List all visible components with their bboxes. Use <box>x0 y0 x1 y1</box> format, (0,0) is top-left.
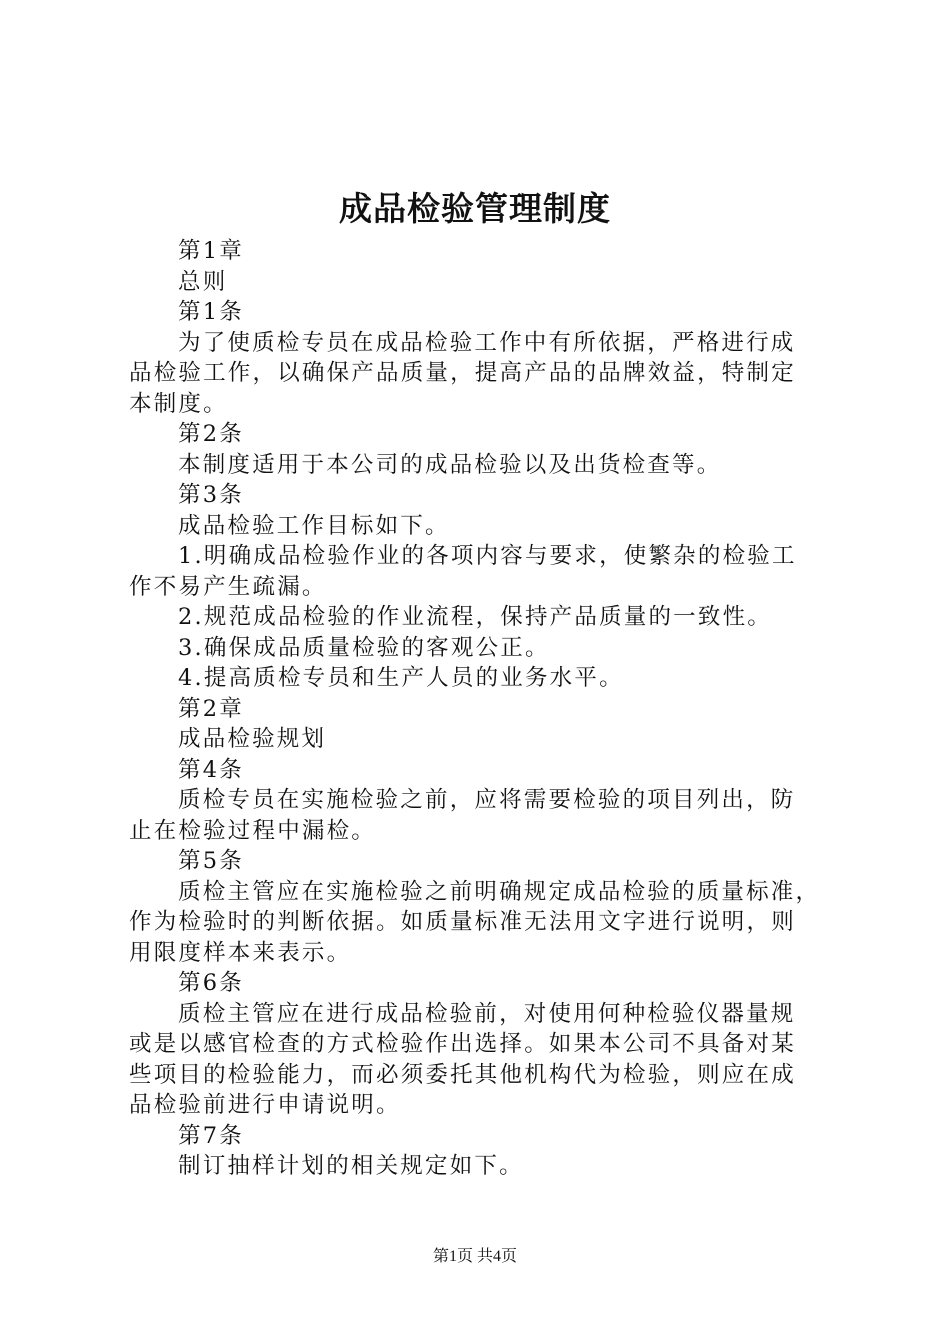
document-body <box>129 236 834 1182</box>
text-line: 质检主管应在进行成品检验前，对使用何种检验仪器量规 <box>178 1000 796 1027</box>
text-line: 第5条 <box>178 848 244 874</box>
text-line: 第1章 <box>178 238 244 264</box>
text-line: 质检专员在实施检验之前，应将需要检验的项目列出，防 <box>178 787 796 813</box>
text-line: 成品检验工作目标如下。 <box>178 512 450 539</box>
text-line: 制订抽样计划的相关规定如下。 <box>178 1153 524 1179</box>
page-footer: 第1页 共4页 <box>432 1248 517 1265</box>
text-line: 质检主管应在实施检验之前明确规定成品检验的质量标准， <box>178 878 821 905</box>
text-line: 品检验工作，以确保产品质量，提高产品的品牌效益，特制定 <box>129 360 796 386</box>
text-line: 第4条 <box>178 756 244 783</box>
text-line: 本制度。 <box>129 390 228 417</box>
text-line: 作为检验时的判断依据。如质量标准无法用文字进行说明，则 <box>129 909 796 935</box>
document-title: 成品检验管理制度 <box>339 189 611 228</box>
text-line: 第1条 <box>178 299 244 325</box>
text-line: 第2章 <box>178 695 244 722</box>
text-line: 3.确保成品质量检验的客观公正。 <box>178 634 550 661</box>
text-line: 些项目的检验能力，而必须委托其他机构代为检验，则应在成 <box>129 1061 796 1088</box>
text-line: 本制度适用于本公司的成品检验以及出货检查等。 <box>178 451 722 478</box>
text-line: 2.规范成品检验的作业流程，保持产品质量的一致性。 <box>178 604 772 630</box>
text-line: 为了使质检专员在成品检验工作中有所依据，严格进行成 <box>178 329 796 356</box>
text-line: 第3条 <box>178 482 244 508</box>
text-line: 止在检验过程中漏检。 <box>129 817 377 844</box>
text-line: 用限度样本来表示。 <box>129 939 352 966</box>
text-line: 第2条 <box>178 421 244 447</box>
text-line: 总则 <box>178 268 228 295</box>
text-line: 1.明确成品检验作业的各项内容与要求，使繁杂的检验工 <box>178 543 797 569</box>
text-line: 4.提高质检专员和生产人员的业务水平。 <box>178 665 624 691</box>
text-line: 第6条 <box>178 970 244 996</box>
text-line: 第7条 <box>178 1122 244 1149</box>
text-line: 品检验前进行申请说明。 <box>129 1092 401 1118</box>
text-line: 或是以感官检查的方式检验作出选择。如果本公司不具备对某 <box>129 1031 796 1057</box>
text-line: 作不易产生疏漏。 <box>129 573 327 600</box>
text-line: 成品检验规划 <box>178 726 327 752</box>
